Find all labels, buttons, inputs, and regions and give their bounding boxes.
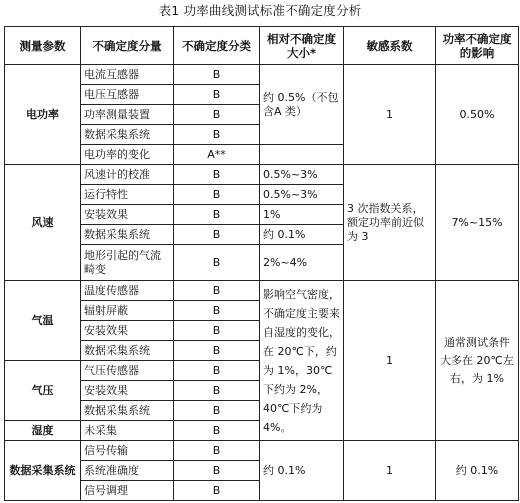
power-effect-air: 通常测试条件大多在 20℃左右，为 1%	[436, 281, 519, 441]
relative-cell: 0.5%~3%	[260, 185, 344, 205]
header-sensitivity: 敏感系数	[344, 27, 436, 65]
relative-air: 影响空气密度，不确定度主要来自湿度的变化，在 20℃下，约为 1%，30℃下约为 2%，40℃下约为 4%。	[260, 281, 344, 441]
component-cell: 信号传输	[81, 441, 174, 461]
component-cell: 温度传感器	[81, 281, 174, 301]
category-cell: B	[174, 341, 260, 361]
category-cell: B	[174, 245, 260, 281]
component-cell: 系统准确度	[81, 461, 174, 481]
component-cell: 气压传感器	[81, 361, 174, 381]
relative-cell: 1%	[260, 205, 344, 225]
category-cell: B	[174, 361, 260, 381]
power-effect-daq: 约 0.1%	[436, 441, 519, 501]
header-category: 不确定度分类	[174, 27, 260, 65]
uncertainty-table	[4, 26, 519, 501]
empty-cell	[260, 145, 344, 165]
header-component: 不确定度分量	[81, 27, 174, 65]
table-row	[5, 281, 519, 301]
header-param: 测量参数	[5, 27, 81, 65]
category-cell: B	[174, 185, 260, 205]
power-effect-electric: 0.50%	[436, 65, 519, 165]
param-daq: 数据采集系统	[5, 441, 81, 501]
category-cell: B	[174, 281, 260, 301]
category-cell: B	[174, 65, 260, 85]
component-cell: 功率测量装置	[81, 105, 174, 125]
category-cell: B	[174, 205, 260, 225]
category-cell: B	[174, 321, 260, 341]
component-cell: 电功率的变化	[81, 145, 174, 165]
sensitivity-wind: 3 次指数关系，额定功率前近似为 3	[344, 165, 436, 281]
category-cell: B	[174, 225, 260, 245]
param-pressure: 气压	[5, 361, 81, 421]
component-cell: 电压互感器	[81, 85, 174, 105]
category-cell: B	[174, 401, 260, 421]
component-cell: 数据采集系统	[81, 125, 174, 145]
sensitivity-air: 1	[344, 281, 436, 441]
table-caption: 表1 功率曲线测试标准不确定度分析	[158, 3, 362, 18]
relative-daq: 约 0.1%	[260, 441, 344, 501]
component-cell: 信号调理	[81, 481, 174, 501]
component-cell: 辐射屏蔽	[81, 301, 174, 321]
component-cell: 未采集	[81, 421, 174, 441]
sensitivity-electric: 1	[344, 65, 436, 165]
relative-cell: 0.5%~3%	[260, 165, 344, 185]
relative-cell: 约 0.1%	[260, 225, 344, 245]
header-relative: 相对不确定度大小*	[260, 27, 344, 65]
component-cell: 数据采集系统	[81, 341, 174, 361]
header-row	[5, 27, 519, 65]
power-effect-wind: 7%~15%	[436, 165, 519, 281]
component-cell: 数据采集系统	[81, 401, 174, 421]
relative-cell: 2%~4%	[260, 245, 344, 281]
component-cell: 地形引起的气流畸变	[81, 245, 174, 281]
table-row	[5, 441, 519, 461]
component-cell: 安装效果	[81, 381, 174, 401]
category-cell: B	[174, 165, 260, 185]
header-power-effect: 功率不确定度的影响	[436, 27, 519, 65]
param-temperature: 气温	[5, 281, 81, 361]
category-cell: B	[174, 461, 260, 481]
table-row	[5, 165, 519, 185]
component-cell: 安装效果	[81, 205, 174, 225]
component-cell: 安装效果	[81, 321, 174, 341]
category-cell: A**	[174, 145, 260, 165]
category-cell: B	[174, 421, 260, 441]
relative-electric: 约 0.5%（不包含A 类）	[260, 65, 344, 145]
param-wind: 风速	[5, 165, 81, 281]
param-electric: 电功率	[5, 65, 81, 165]
category-cell: B	[174, 85, 260, 105]
param-humidity: 湿度	[5, 421, 81, 441]
category-cell: B	[174, 105, 260, 125]
category-cell: B	[174, 125, 260, 145]
component-cell: 数据采集系统	[81, 225, 174, 245]
sensitivity-daq: 1	[344, 441, 436, 501]
category-cell: B	[174, 441, 260, 461]
component-cell: 运行特性	[81, 185, 174, 205]
category-cell: B	[174, 301, 260, 321]
table-row	[5, 65, 519, 85]
category-cell: B	[174, 481, 260, 501]
component-cell: 电流互感器	[81, 65, 174, 85]
component-cell: 风速计的校准	[81, 165, 174, 185]
category-cell: B	[174, 381, 260, 401]
